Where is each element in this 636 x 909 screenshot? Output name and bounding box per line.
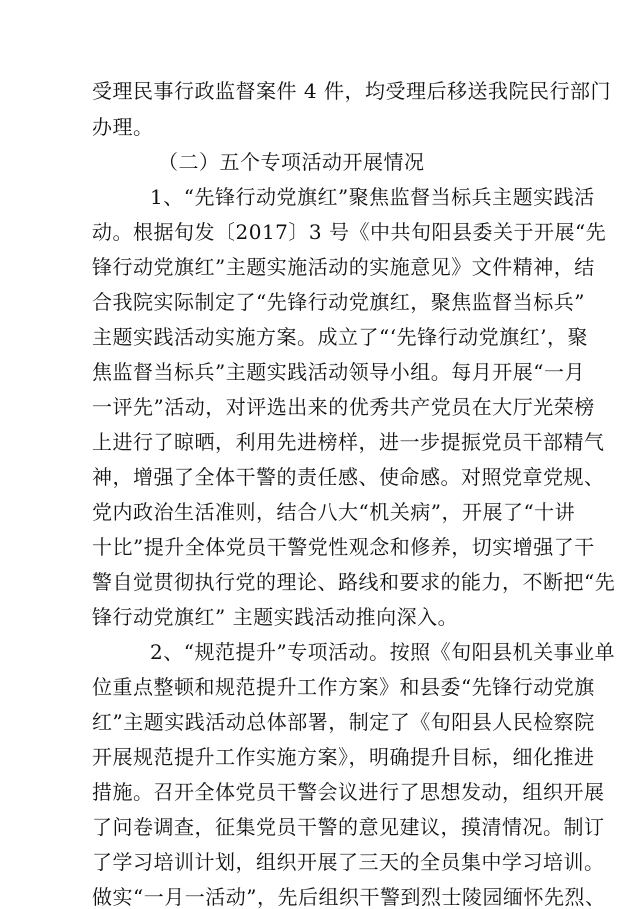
section-heading: （二）五个专项活动开展情况 bbox=[158, 150, 425, 174]
text-line: 受理民事行政监督案件 4 件，均受理后移送我院民行部门 bbox=[92, 79, 611, 103]
text-line: 位重点整顿和规范提升工作方案》和县委“先锋行动党旗 bbox=[92, 675, 595, 699]
text-line: 主题实践活动实施方案。成立了“‘先锋行动党旗红’，聚 bbox=[92, 325, 588, 349]
text-line: 做实“一月一活动”，先后组织干警到烈士陵园缅怀先烈、 bbox=[92, 885, 606, 909]
text-line: 2、“规范提升”专项活动。按照《旬阳县机关事业单 bbox=[150, 640, 616, 664]
text-line: 十比”提升全体党员干警党性观念和修养，切实增强了干 bbox=[92, 535, 595, 559]
text-line: 警自觉贯彻执行党的理论、路线和要求的能力，不断把“先 bbox=[92, 570, 616, 594]
text-line: 红”主题实践活动总体部署，制定了《旬阳县人民检察院 bbox=[92, 710, 595, 734]
text-line: 了问卷调查，征集党员干警的意见建议，摸清情况。制订 bbox=[92, 815, 605, 839]
text-line: 了学习培训计划，组织开展了三天的全员集中学习培训。 bbox=[92, 850, 605, 874]
text-line: 措施。召开全体党员干警会议进行了思想发动，组织开展 bbox=[92, 780, 605, 804]
text-line: 合我院实际制定了“先锋行动党旗红，聚焦监督当标兵” bbox=[92, 290, 585, 314]
text-line: 动。根据旬发〔2017〕3 号《中共旬阳县委关于开展“先 bbox=[92, 220, 607, 244]
text-line: 办理。 bbox=[92, 115, 154, 139]
text-line: 神，增强了全体干警的责任感、使命感。对照党章党规、 bbox=[92, 465, 605, 489]
text-line: 上进行了晾晒，利用先进榜样，进一步提振党员干部精气 bbox=[92, 430, 605, 454]
text-line: 锋行动党旗红”主题实施活动的实施意见》文件精神，结 bbox=[92, 255, 595, 279]
text-line: 锋行动党旗红” 主题实践活动推向深入。 bbox=[92, 605, 459, 629]
text-line: 党内政治生活准则，结合八大“机关病”，开展了“十讲 bbox=[92, 500, 576, 524]
text-line: 开展规范提升工作实施方案》，明确提升目标，细化推进 bbox=[92, 745, 595, 769]
text-line: 焦监督当标兵”主题实践活动领导小组。每月开展“一月 bbox=[92, 360, 585, 384]
text-line: 一评先”活动，对评选出来的优秀共产党员在大厅光荣榜 bbox=[92, 395, 595, 419]
text-line: 1、“先锋行动党旗红”聚焦监督当标兵主题实践活 bbox=[150, 185, 595, 209]
